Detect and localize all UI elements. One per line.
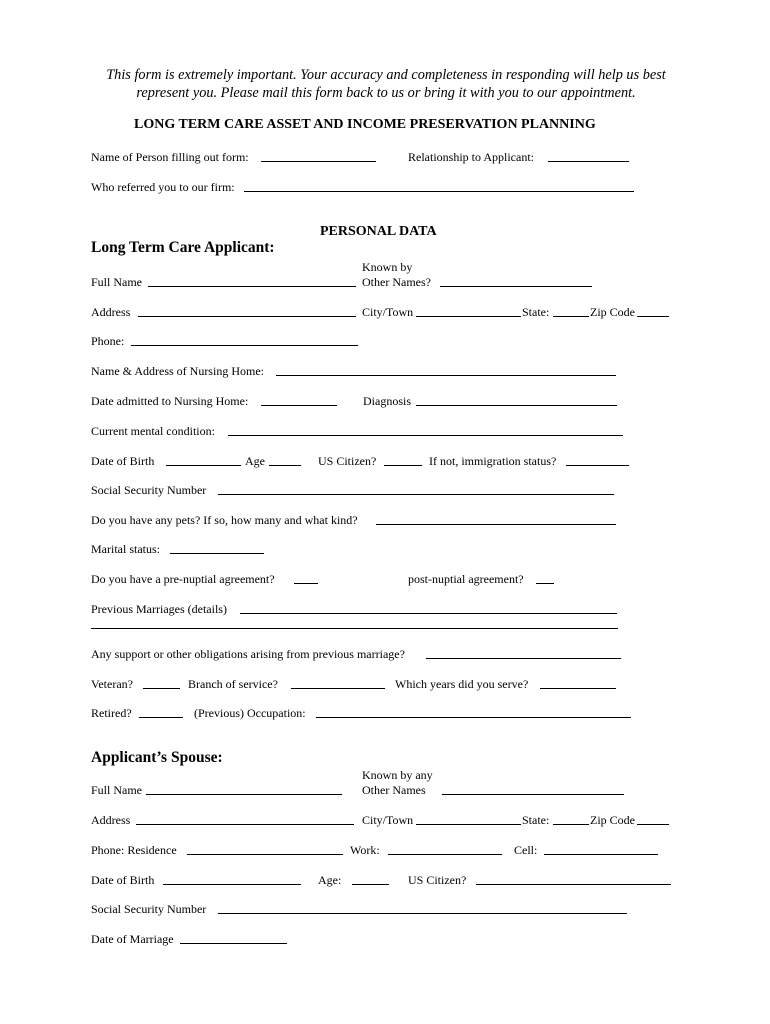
branch-label: Branch of service? <box>188 677 278 691</box>
spouse-other-names-field[interactable] <box>442 794 624 795</box>
phone-field[interactable] <box>131 345 358 346</box>
spouse-age-field[interactable] <box>352 884 389 885</box>
spouse-zip-label: Zip Code <box>590 813 635 827</box>
spouse-work-label: Work: <box>350 843 380 857</box>
mental-condition-field[interactable] <box>228 435 623 436</box>
prev-marriages-label: Previous Marriages (details) <box>91 602 227 616</box>
spouse-phone-label: Phone: Residence <box>91 843 177 857</box>
personal-data-heading: PERSONAL DATA <box>320 224 437 239</box>
veteran-label: Veteran? <box>91 677 133 691</box>
date-of-marriage-label: Date of Marriage <box>91 932 174 946</box>
us-citizen-label: US Citizen? <box>318 454 377 468</box>
immigration-field[interactable] <box>566 465 629 466</box>
pets-label: Do you have any pets? If so, how many and what kind? <box>91 513 358 527</box>
prev-marriages-field-2[interactable] <box>91 628 618 629</box>
spouse-city-label: City/Town <box>362 813 414 827</box>
form-title: LONG TERM CARE ASSET AND INCOME PRESERVATION PLANNING <box>134 117 596 132</box>
referred-field[interactable] <box>244 191 634 192</box>
relationship-label: Relationship to Applicant: <box>408 150 534 164</box>
date-admitted-label: Date admitted to Nursing Home: <box>91 394 249 408</box>
years-field[interactable] <box>540 688 616 689</box>
spouse-heading: Applicant’s Spouse: <box>91 749 223 766</box>
spouse-age-label: Age: <box>318 873 342 887</box>
full-name-field[interactable] <box>148 286 356 287</box>
veteran-field[interactable] <box>143 688 180 689</box>
ssn-label: Social Security Number <box>91 483 207 497</box>
postnup-label: post-nuptial agreement? <box>408 572 524 586</box>
dob-label: Date of Birth <box>91 454 155 468</box>
nursing-home-field[interactable] <box>276 375 616 376</box>
referred-label: Who referred you to our firm: <box>91 180 235 194</box>
spouse-full-name-field[interactable] <box>146 794 342 795</box>
spouse-ssn-field[interactable] <box>218 913 627 914</box>
spouse-address-field[interactable] <box>136 824 354 825</box>
phone-label: Phone: <box>91 334 125 348</box>
other-names-label: Other Names? <box>362 275 431 289</box>
spouse-known-by-label: Known by any <box>362 768 433 782</box>
spouse-city-field[interactable] <box>416 824 521 825</box>
spouse-us-citizen-label: US Citizen? <box>408 873 467 887</box>
mental-condition-label: Current mental condition: <box>91 424 215 438</box>
prenup-label: Do you have a pre-nuptial agreement? <box>91 572 275 586</box>
age-field[interactable] <box>269 465 301 466</box>
spouse-work-field[interactable] <box>388 854 502 855</box>
diagnosis-field[interactable] <box>416 405 617 406</box>
known-by-label: Known by <box>362 260 413 274</box>
prenup-field[interactable] <box>294 583 318 584</box>
city-field[interactable] <box>416 316 521 317</box>
retired-label: Retired? <box>91 706 132 720</box>
date-admitted-field[interactable] <box>261 405 337 406</box>
address-field[interactable] <box>138 316 356 317</box>
occupation-label: (Previous) Occupation: <box>194 706 306 720</box>
age-label: Age <box>245 454 265 468</box>
branch-field[interactable] <box>291 688 385 689</box>
years-label: Which years did you serve? <box>395 677 529 691</box>
support-label: Any support or other obligations arising from previous marriage? <box>91 647 405 661</box>
dob-field[interactable] <box>166 465 241 466</box>
name-person-label: Name of Person filling out form: <box>91 150 249 164</box>
retired-field[interactable] <box>139 717 183 718</box>
marital-field[interactable] <box>170 553 264 554</box>
name-person-field[interactable] <box>261 161 376 162</box>
zip-label: Zip Code <box>590 305 635 319</box>
nursing-home-label: Name & Address of Nursing Home: <box>91 364 264 378</box>
spouse-phone-field[interactable] <box>187 854 343 855</box>
us-citizen-field[interactable] <box>384 465 422 466</box>
zip-field[interactable] <box>637 316 669 317</box>
diagnosis-label: Diagnosis <box>363 394 411 408</box>
spouse-state-field[interactable] <box>553 824 589 825</box>
spouse-full-name-label: Full Name <box>91 783 142 797</box>
spouse-zip-field[interactable] <box>637 824 669 825</box>
postnup-field[interactable] <box>536 583 554 584</box>
pets-field[interactable] <box>376 524 616 525</box>
intro-text: This form is extremely important. Your accuracy and completeness in responding will help us best represent you. Please mail this form back to us or bring it with you to our appointment. <box>106 67 666 101</box>
relationship-field[interactable] <box>548 161 629 162</box>
full-name-label: Full Name <box>91 275 142 289</box>
spouse-dob-field[interactable] <box>163 884 301 885</box>
spouse-state-label: State: <box>522 813 550 827</box>
occupation-field[interactable] <box>316 717 631 718</box>
date-of-marriage-field[interactable] <box>180 943 287 944</box>
marital-label: Marital status: <box>91 542 160 556</box>
city-label: City/Town <box>362 305 414 319</box>
spouse-address-label: Address <box>91 813 131 827</box>
prev-marriages-field[interactable] <box>240 613 617 614</box>
applicant-heading: Long Term Care Applicant: <box>91 239 275 256</box>
spouse-us-citizen-field[interactable] <box>476 884 671 885</box>
immigration-label: If not, immigration status? <box>429 454 557 468</box>
spouse-other-names-label: Other Names <box>362 783 426 797</box>
state-label: State: <box>522 305 550 319</box>
spouse-cell-field[interactable] <box>544 854 658 855</box>
other-names-field[interactable] <box>440 286 592 287</box>
spouse-dob-label: Date of Birth <box>91 873 155 887</box>
state-field[interactable] <box>553 316 589 317</box>
support-field[interactable] <box>426 658 621 659</box>
address-label: Address <box>91 305 131 319</box>
spouse-cell-label: Cell: <box>514 843 538 857</box>
spouse-ssn-label: Social Security Number <box>91 902 207 916</box>
ssn-field[interactable] <box>218 494 614 495</box>
